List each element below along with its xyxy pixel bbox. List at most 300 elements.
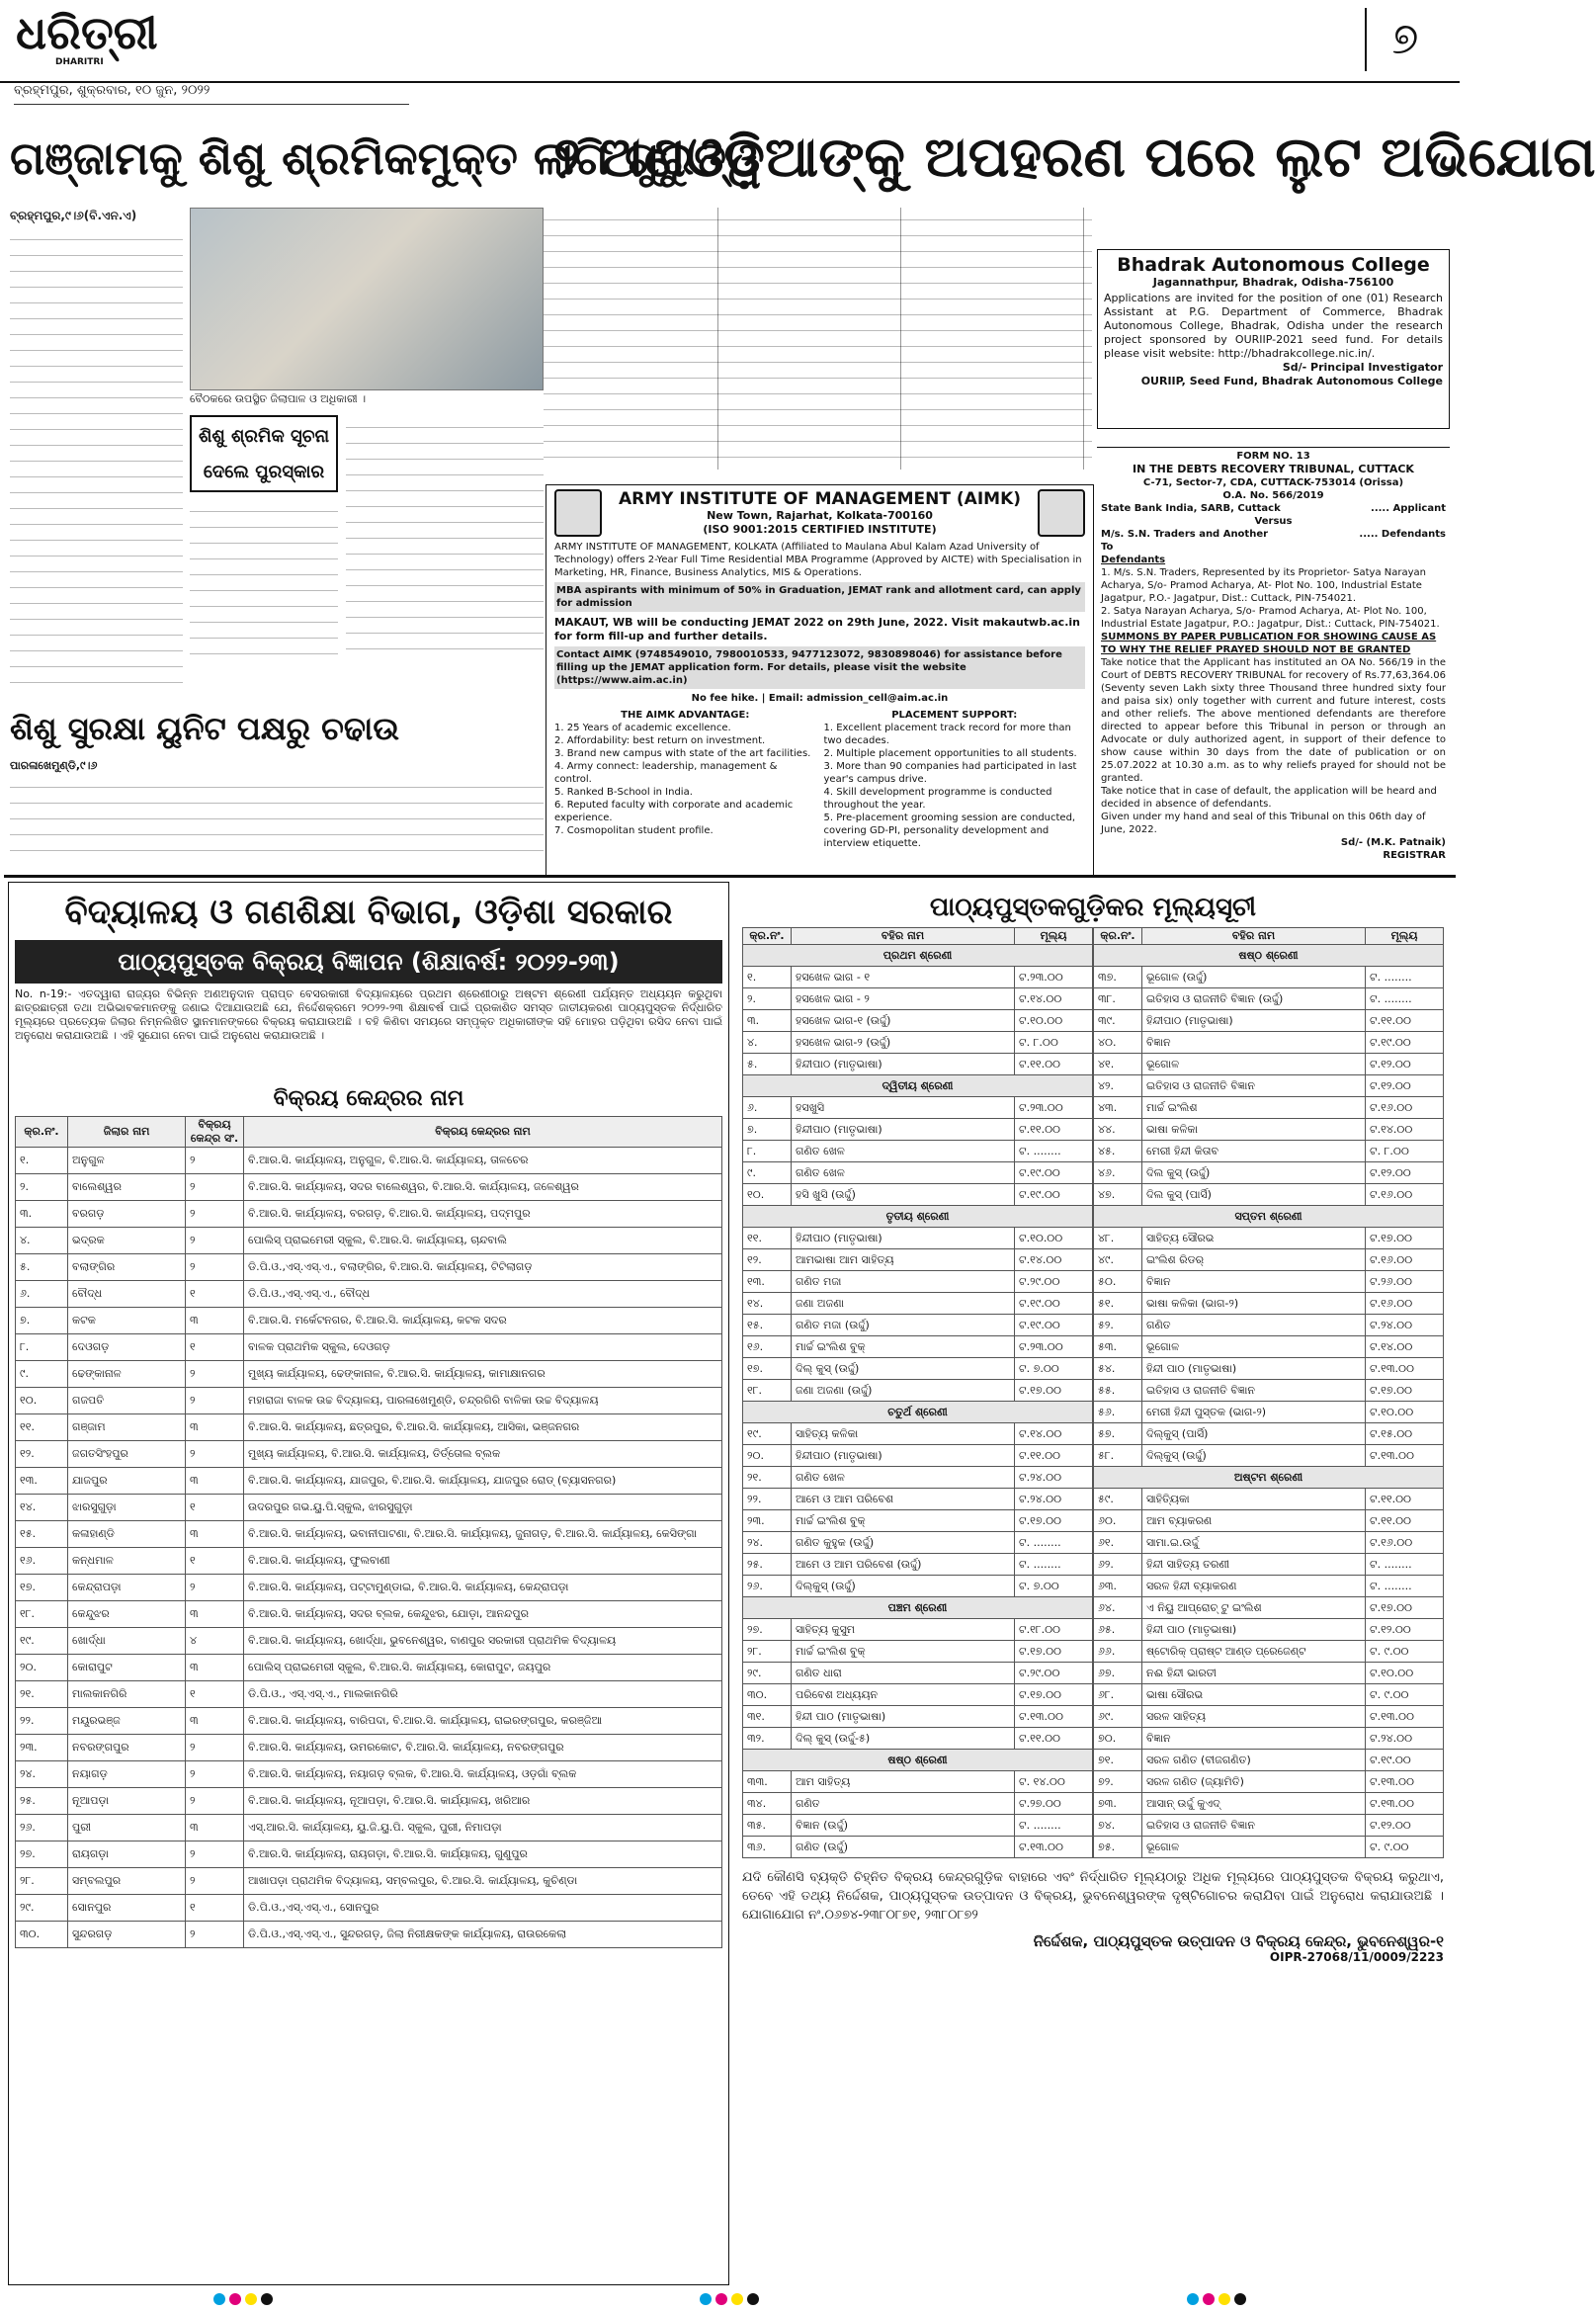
table-cell: ୬୭. <box>1094 1663 1142 1684</box>
table-cell: ୨ <box>186 1841 244 1868</box>
class-section-row <box>1094 945 1444 967</box>
price-row <box>1094 988 1444 1010</box>
table-cell: ସୁନ୍ଦରଗଡ଼ <box>68 1922 186 1948</box>
centre-row <box>16 1308 722 1334</box>
table-cell: ଗଞ୍ଜାମ <box>68 1414 186 1441</box>
price-row <box>743 1097 1093 1119</box>
table-cell: ହିନ୍ଦୀପାଠ (ମାତୃଭାଷା) <box>792 1228 1015 1249</box>
table-cell: ୬୮. <box>1094 1684 1142 1706</box>
table-cell: ୩୨. <box>743 1728 792 1750</box>
story-right <box>544 208 1092 470</box>
centre-row <box>16 1495 722 1521</box>
centre-row <box>16 1708 722 1735</box>
aimk-adv-title: THE AIMK ADVANTAGE: <box>621 710 750 721</box>
table-cell: ଟ. ........ <box>1015 1532 1093 1554</box>
ad-aimk <box>546 484 1094 876</box>
reward-box: ଶିଶୁ ଶ୍ରମିକ ସୂଚନା ଦେଲେ ପୁରସ୍କାର <box>190 415 338 492</box>
table-cell: କେନ୍ଦ୍ରାପଡ଼ା <box>68 1575 186 1601</box>
table-cell: ଟ.୧୪.୦୦ <box>1366 1119 1444 1141</box>
class-section-row <box>1094 1206 1444 1228</box>
table-cell: ୩୩. <box>743 1771 792 1793</box>
table-cell: ଭୂଗୋଳ <box>1142 1336 1366 1358</box>
table-cell: ଜଗତସିଂହପୁର <box>68 1441 186 1468</box>
table-cell: ସାମା.ଇ.ଉର୍ଦ୍ଦୁ <box>1142 1532 1366 1554</box>
table-cell: ବିଜ୍ଞାନ <box>1142 1271 1366 1293</box>
table-cell: ସରଳ ଗଣିତ (ଜ୍ୟାମିତି) <box>1142 1771 1366 1793</box>
table-cell: ଗଣିତ ଖେଳ <box>792 1162 1015 1184</box>
section-divider <box>4 875 1456 878</box>
table-cell: ଇଂଲିଶ ରିଡର୍ <box>1142 1249 1366 1271</box>
table-cell: ୨୦. <box>16 1655 68 1681</box>
table-cell: ବି.ଆର.ସି. କାର୍ଯ୍ୟାଳୟ, ନୟାଗଡ଼ ବ୍ଲକ, ବି.ଆର.ସି. କାର୍ଯ୍ୟାଳୟ, ଓଡ଼ଗାଁ ବ୍ଲକ <box>244 1761 722 1788</box>
table-cell: ହସଖେଳ ଭାଗ - ୨ <box>792 988 1015 1010</box>
drt-form: FORM NO. 13 <box>1236 451 1310 462</box>
aimk-place-title: PLACEMENT SUPPORT: <box>891 710 1018 721</box>
table-cell: ୩ <box>186 1708 244 1735</box>
drt-sig: Sd/- (M.K. Patnaik) <box>1340 837 1446 848</box>
table-cell: ମାର୍ଚ୍ଚ ଇଂଲିଶ ବୁକ୍ <box>792 1641 1015 1663</box>
price-row <box>1094 1771 1444 1793</box>
table-cell: ଟ.୧୩.୦୦ <box>1366 1793 1444 1815</box>
table-cell: ପୋଲିସ୍ ପ୍ରାଇମେରୀ ସ୍କୁଲ, ବି.ଆର.ସି. କାର୍ଯ୍ୟାଳୟ, କୋରାପୁଟ, ଜୟପୁର <box>244 1655 722 1681</box>
table-cell: ଟ.୧୦.୦୦ <box>1015 1228 1093 1249</box>
centre-row <box>16 1788 722 1815</box>
table-cell: ଯାଜପୁର <box>68 1468 186 1495</box>
table-cell: ୧୮. <box>16 1601 68 1628</box>
centres-body <box>16 1148 722 1948</box>
table-cell: ୨୯. <box>16 1895 68 1922</box>
table-cell: ଢେଙ୍କାନାଳ <box>68 1361 186 1388</box>
drt-address: C-71, Sector-7, CDA, CUTTACK-753014 (Orissa) <box>1142 477 1404 488</box>
table-cell: ଇତିହାସ ଓ ରାଜନୀତି ବିଜ୍ଞାନ <box>1142 1075 1366 1097</box>
price-row <box>1094 1010 1444 1032</box>
price-row <box>743 988 1093 1010</box>
notice-banner: ପାଠ୍ୟପୁସ୍ତକ ବିକ୍ରୟ ବିଜ୍ଞାପନ (ଶିକ୍ଷାବର୍ଷ: ୨୦୨୨-୨୩) <box>15 940 722 984</box>
price-row <box>1094 1336 1444 1358</box>
table-cell: ୨୯. <box>743 1663 792 1684</box>
aimk-address: New Town, Rajarhat, Kolkata-700160 <box>707 509 933 522</box>
raid-byline: ପାରଳାଖେମୁଣ୍ଡି,୯।୬ <box>10 759 98 772</box>
story-byline: ବ୍ରହ୍ମପୁର,୯।୬(ବି.ଏନ.ଏ) <box>10 209 137 222</box>
col-header: ବିକ୍ରୟ କେନ୍ଦ୍ର ସଂ. <box>186 1117 244 1148</box>
table-cell: ଟ.୨୪.୦୦ <box>1366 1728 1444 1750</box>
table-cell: ୧୬. <box>16 1548 68 1575</box>
price-row <box>743 1445 1093 1467</box>
table-cell: ୩୪. <box>743 1793 792 1815</box>
price-row <box>1094 1271 1444 1293</box>
table-cell: ଟ. ........ <box>1366 988 1444 1010</box>
price-row <box>743 1271 1093 1293</box>
centre-row <box>16 1388 722 1414</box>
aimk-adv-item: 5. Ranked B-School in India. <box>554 787 693 798</box>
table-cell: ବରଗଡ଼ <box>68 1201 186 1228</box>
table-cell: ଗଣିତ ମଜା <box>792 1271 1015 1293</box>
table-cell: ଟ. ........ <box>1015 1815 1093 1837</box>
oipr-code: OIPR-27068/11/0009/2223 <box>1269 1950 1444 1964</box>
story-text-lines-3 <box>190 499 338 662</box>
aimk-contact: Contact AIMK (9748549010, 7980010533, 9477123072, 9830898046) for assistance before filling up the JEMAT application form. For details, please visit the website (https://www.aim.ac.in) <box>554 646 1085 689</box>
price-row <box>743 967 1093 988</box>
table-cell: ସରଳ ଗଣିତ (ବୀଜଗଣିତ) <box>1142 1750 1366 1771</box>
notice-dept: ବିଦ୍ୟାଳୟ ଓ ଗଣଶିକ୍ଷା ବିଭାଗ, ଓଡ଼ିଶା ସରକାର <box>64 893 673 932</box>
table-cell: ହିନ୍ଦୀପାଠ (ମାତୃଭାଷା) <box>792 1054 1015 1075</box>
table-cell: ଡି.ପି.ଓ., ଏସ୍.ଏସ୍.ଏ., ମାଲକାନଗିରି <box>244 1681 722 1708</box>
price-row <box>1094 1641 1444 1663</box>
table-cell: ଟ. ୯.୦୦ <box>1366 1641 1444 1663</box>
prices-signature: ନିର୍ଦ୍ଦେଶକ, ପାଠ୍ୟପୁସ୍ତକ ଉତ୍ପାଦନ ଓ ବିକ୍ରୟ କେନ୍ଦ୍ର, ଭୁବନେଶ୍ୱର-୧ <box>1033 1932 1444 1950</box>
table-cell: ଟ.୧୩.୦୦ <box>1015 1706 1093 1728</box>
table-cell: ୧. <box>16 1148 68 1174</box>
table-cell: ଟ.୧୯.୦୦ <box>1015 1184 1093 1206</box>
drt-body2: Take notice that in case of default, the application will be heard and decided in absence of defendants. <box>1101 786 1437 810</box>
table-cell: ମୁଖ୍ୟ କାର୍ଯ୍ୟାଳୟ, ଢେଙ୍କାନାଳ, ବି.ଆର.ସି. କାର୍ଯ୍ୟାଳୟ, କାମାକ୍ଷାନଗର <box>244 1361 722 1388</box>
table-cell: ମାର୍ଚ୍ଚ ଇଂଲିଶ ବୁକ୍ <box>792 1336 1015 1358</box>
centre-row <box>16 1815 722 1841</box>
notice-left <box>8 882 729 2285</box>
table-cell: ୧୧. <box>743 1228 792 1249</box>
table-cell: ଟ.୧୯.୦୦ <box>1015 1162 1093 1184</box>
table-cell: ୩୦. <box>16 1922 68 1948</box>
table-cell: ନୂଆପଡ଼ା <box>68 1788 186 1815</box>
table-cell: ସାହିତ୍ୟିକା <box>1142 1489 1366 1510</box>
centres-title: ବିକ୍ରୟ କେନ୍ଦ୍ରର ନାମ <box>273 1086 464 1111</box>
table-cell: ୧୯. <box>16 1628 68 1655</box>
price-row <box>743 1771 1093 1793</box>
table-cell: ୨୧. <box>743 1467 792 1489</box>
table-cell: ଟ.୧୯.୦୦ <box>1015 1293 1093 1315</box>
prices-table-right <box>1093 927 1444 1858</box>
price-row <box>1094 1619 1444 1641</box>
table-cell: ୩୯. <box>1094 1010 1142 1032</box>
table-cell: ୫୯. <box>1094 1489 1142 1510</box>
raid-story <box>10 754 544 863</box>
table-cell: ହିନ୍ଦୀପାଠ (ମାତୃଭାଷା) <box>792 1445 1015 1467</box>
table-cell: ବି.ଆର.ସି. କାର୍ଯ୍ୟାଳୟ, ଅନୁଗୁଳ, ବି.ଆର.ସି. କାର୍ଯ୍ୟାଳୟ, ତାଳଚେର <box>244 1148 722 1174</box>
table-cell: ୭୦. <box>1094 1728 1142 1750</box>
table-cell: ନଈ ହିନ୍ଦୀ ଭାରତୀ <box>1142 1663 1366 1684</box>
table-cell: ୧୩. <box>743 1271 792 1293</box>
table-cell: ୩ <box>186 1308 244 1334</box>
centre-row <box>16 1548 722 1575</box>
table-cell: ଟ.୧୯.୦୦ <box>1366 1032 1444 1054</box>
price-row <box>1094 1249 1444 1271</box>
table-cell: ଟ.୧୪.୦୦ <box>1366 1336 1444 1358</box>
price-row <box>743 1249 1093 1271</box>
table-cell: ହିନ୍ଦୀ ସାହିତ୍ୟ ତରଣୀ <box>1142 1554 1366 1576</box>
price-row <box>743 1489 1093 1510</box>
price-row <box>743 1641 1093 1663</box>
price-row <box>1094 1032 1444 1054</box>
price-row <box>743 1815 1093 1837</box>
table-cell: ଝାରସୁଗୁଡ଼ା <box>68 1495 186 1521</box>
price-row <box>743 1358 1093 1380</box>
table-cell: ବି.ଆର.ସି. କାର୍ଯ୍ୟାଳୟ, ଭବାନୀପାଟଣା, ବି.ଆର.ସି. କାର୍ଯ୍ୟାଳୟ, ଜୁନାଗଡ଼, ବି.ଆର.ସି. କାର୍ଯ୍ୟାଳୟ, କେସିଙ୍ଗା <box>244 1521 722 1548</box>
table-cell: ଟ.୧୦.୦୦ <box>1015 1010 1093 1032</box>
table-cell: ଗଣିତ ଖେଳ <box>792 1141 1015 1162</box>
table-cell: ପୋଲିସ୍ ପ୍ରାଇମେରୀ ସ୍କୁଲ, ବି.ଆର.ସି. କାର୍ଯ୍ୟାଳୟ, ଚାନ୍ଦବାଲି <box>244 1228 722 1254</box>
price-row <box>743 1619 1093 1641</box>
table-cell: ଟ.୨୩.୦୦ <box>1015 967 1093 988</box>
story-left-column <box>10 208 183 707</box>
price-row <box>743 1576 1093 1597</box>
table-cell: ୫. <box>16 1254 68 1281</box>
price-row <box>743 1162 1093 1184</box>
col-header: କ୍ର.ନଂ. <box>1094 928 1142 945</box>
story-text-lines-2 <box>346 415 544 662</box>
price-row <box>1094 1162 1444 1184</box>
table-cell: ସାହିତ୍ୟ କୁସୁମ <box>792 1619 1015 1641</box>
table-cell: ଟ.୧୧.୦୦ <box>1015 1445 1093 1467</box>
table-cell: ୧୫. <box>743 1315 792 1336</box>
table-cell: ଆମେ ଓ ଆମ ପରିବେଶ (ଉର୍ଦ୍ଦୁ) <box>792 1554 1015 1576</box>
table-cell: ବୌଦ୍ଧ <box>68 1281 186 1308</box>
table-cell: ଟ.୧୦.୦୦ <box>1366 1402 1444 1423</box>
table-cell: ୧ <box>186 1681 244 1708</box>
price-row <box>1094 1684 1444 1706</box>
table-cell: ହିନ୍ଦୀ ପାଠ (ମାତୃଭାଷା) <box>792 1706 1015 1728</box>
table-cell: ୨ <box>186 1761 244 1788</box>
table-cell: ୭. <box>16 1308 68 1334</box>
table-cell: ଟ. ୯.୦୦ <box>1366 1684 1444 1706</box>
centre-row <box>16 1655 722 1681</box>
price-row <box>743 1010 1093 1032</box>
table-cell: ଟ. ୯.୦୦ <box>1366 1837 1444 1858</box>
price-row <box>743 1532 1093 1554</box>
meeting-photo <box>190 208 544 390</box>
table-cell: ଇତିହାସ ଓ ରାଜନୀତି ବିଜ୍ଞାନ <box>1142 1815 1366 1837</box>
centre-row <box>16 1575 722 1601</box>
table-cell: ଟ.୧୬.୦୦ <box>1366 1184 1444 1206</box>
table-cell: ୨୦. <box>743 1445 792 1467</box>
price-row <box>743 1728 1093 1750</box>
table-cell: ଇତିହାସ ଓ ରାଜନୀତି ବିଜ୍ଞାନ <box>1142 1380 1366 1402</box>
table-cell: ୩ <box>186 1601 244 1628</box>
aimk-fee: No fee hike. | Email: admission_cell@aim.ac.in <box>691 693 949 704</box>
price-row <box>1094 1510 1444 1532</box>
table-cell: ଟ.୧୩.୦୦ <box>1015 1837 1093 1858</box>
table-cell: ୫୭. <box>1094 1423 1142 1445</box>
table-cell: ସୋନପୁର <box>68 1895 186 1922</box>
table-cell: ୩ <box>186 1468 244 1495</box>
table-cell: ଟ.୧୧.୦୦ <box>1366 1489 1444 1510</box>
table-cell: ୩୦. <box>743 1684 792 1706</box>
table-cell: ୪୩. <box>1094 1097 1142 1119</box>
bhadrak-sig1: Sd/- Principal Investigator <box>1282 361 1443 374</box>
aimk-adv-item: 2. Affordability: best return on investment. <box>554 735 766 746</box>
table-cell: ମାଲକାନଗିରି <box>68 1681 186 1708</box>
col-header: ମୂଲ୍ୟ <box>1015 928 1093 945</box>
aimk-adv-item: 4. Army connect: leadership, management & control. <box>554 761 778 785</box>
table-cell: ୪. <box>743 1032 792 1054</box>
table-cell: ଟ.୧୬.୦୦ <box>1366 1293 1444 1315</box>
table-cell: ୪୦. <box>1094 1032 1142 1054</box>
table-cell: ୧୦. <box>743 1184 792 1206</box>
price-row <box>1094 1141 1444 1162</box>
table-cell: ଟ.୨୪.୦୦ <box>1015 1489 1093 1510</box>
price-row <box>1094 1358 1444 1380</box>
price-row <box>1094 1728 1444 1750</box>
table-cell: ବି.ଆର.ସି. ମର୍କେଟନଗର, ବି.ଆର.ସି. କାର୍ଯ୍ୟାଳୟ, କଟକ ସଦର <box>244 1308 722 1334</box>
drt-defendants-label: ..... Defendants <box>1359 529 1446 540</box>
table-cell: ଟ. ୧୪.୦୦ <box>1015 1771 1093 1793</box>
table-cell: ନବରଙ୍ଗପୁର <box>68 1735 186 1761</box>
centre-row <box>16 1361 722 1388</box>
table-cell: ଟ. ........ <box>1366 1576 1444 1597</box>
table-cell: ବି.ଆର.ସି. କାର୍ଯ୍ୟାଳୟ, ଯାଜପୁର, ବି.ଆର.ସି. କାର୍ଯ୍ୟାଳୟ, ଯାଜପୁର ରୋଡ୍ (ବ୍ୟାସନଗର) <box>244 1468 722 1495</box>
price-row <box>743 1141 1093 1162</box>
table-cell: ୯. <box>743 1162 792 1184</box>
table-cell: ଦିଲ୍କୁସ୍ (ଉର୍ଦ୍ଦୁ) <box>792 1576 1015 1597</box>
price-row <box>743 1837 1093 1858</box>
price-row <box>743 1793 1093 1815</box>
prices-left-body <box>743 945 1093 1858</box>
aimk-adv-item: 7. Cosmopolitan student profile. <box>554 825 714 836</box>
table-cell: ୩ <box>186 1655 244 1681</box>
table-cell: ଦିଲ କୁସ୍ (ପାର୍ସି) <box>1142 1184 1366 1206</box>
table-cell: ୨୬. <box>16 1815 68 1841</box>
table-cell: ଟ.୧୭.୦୦ <box>1015 1684 1093 1706</box>
aimk-place-item: 5. Pre-placement grooming session are conducted, covering GD-PI, personality development and interview etiquette. <box>823 813 1076 849</box>
price-row <box>1094 1554 1444 1576</box>
table-cell: ଟ.୧୧.୦୦ <box>1015 1054 1093 1075</box>
price-row <box>1094 1445 1444 1467</box>
table-cell: ଟ.୧୧.୦୦ <box>1015 1119 1093 1141</box>
bhadrak-address: Jagannathpur, Bhadrak, Odisha-756100 <box>1152 276 1394 289</box>
table-cell: ସାହିତ୍ୟ ସୌରଭ <box>1142 1228 1366 1249</box>
ad-bhadrak <box>1097 249 1450 429</box>
table-cell: ନୟାଗଡ଼ <box>68 1761 186 1788</box>
table-cell: ୨୨. <box>743 1489 792 1510</box>
table-cell: ୩୭. <box>1094 967 1142 988</box>
class-section-row <box>743 945 1093 967</box>
table-cell: ୫୪. <box>1094 1358 1142 1380</box>
table-cell: ସରଳ ହିନ୍ଦୀ ବ୍ୟାକରଣ <box>1142 1576 1366 1597</box>
story-right-text-lines <box>544 208 1092 470</box>
centre-row <box>16 1174 722 1201</box>
price-row <box>743 1467 1093 1489</box>
table-cell: ୨୩. <box>743 1510 792 1532</box>
table-cell: ଭାଷା କଳିକା (ଭାଗ-୨) <box>1142 1293 1366 1315</box>
table-cell: ୬୦. <box>1094 1510 1142 1532</box>
table-cell: ଆମ ବ୍ୟାକରଣ <box>1142 1510 1366 1532</box>
table-cell: ସମ୍ବଲପୁର <box>68 1868 186 1895</box>
table-cell: ୨ <box>186 1201 244 1228</box>
col-header: ବହିର ନାମ <box>1142 928 1366 945</box>
table-cell: ୧ <box>186 1281 244 1308</box>
table-cell: ଏ ନିୟୁ ଆପ୍ରୋଚ୍ ଟୁ ଇଂଲିଶ <box>1142 1597 1366 1619</box>
table-cell: ୨୮. <box>743 1641 792 1663</box>
table-cell: ବିଜ୍ଞାନ (ଉର୍ଦ୍ଦୁ) <box>792 1815 1015 1837</box>
table-cell: ୩. <box>16 1201 68 1228</box>
table-cell: ୨୩. <box>16 1735 68 1761</box>
table-cell: ୧. <box>743 967 792 988</box>
table-cell: ୬୧. <box>1094 1532 1142 1554</box>
prices-header-row <box>1094 928 1444 945</box>
table-cell: ୪୬. <box>1094 1162 1142 1184</box>
table-cell: ଡି.ପି.ଓ.,ଏସ୍.ଏସ୍.ଏ., ବୌଦ୍ଧ <box>244 1281 722 1308</box>
price-row <box>1094 1706 1444 1728</box>
table-cell: ୪ <box>186 1628 244 1655</box>
headline-right: ୨ ଅଣଓଡ଼ିଆଙ୍କୁ ଅପହରଣ ପରେ ଲୁଟ ଅଭିଯୋଗ <box>553 126 1596 190</box>
table-cell: ଟ.୨୪.୦୦ <box>1366 1315 1444 1336</box>
table-cell: ମେରୀ ହିନ୍ଦୀ ପୁସ୍ତକ (ଭାଗ-୨) <box>1142 1402 1366 1423</box>
price-row <box>1094 967 1444 988</box>
aimk-place-item: 3. More than 90 companies had participated in last year's campus drive. <box>823 761 1077 785</box>
table-cell: ୬୯. <box>1094 1706 1142 1728</box>
table-cell: ୮. <box>16 1334 68 1361</box>
table-cell: ବି.ଆର.ସି. କାର୍ଯ୍ୟାଳୟ, ସଦର ବାଲେଶ୍ୱର, ବି.ଆର.ସି. କାର୍ଯ୍ୟାଳୟ, ଜଳେଶ୍ୱର <box>244 1174 722 1201</box>
table-cell: ବି.ଆର.ସି. କାର୍ଯ୍ୟାଳୟ, ଛତ୍ରପୁର, ବି.ଆର.ସି. କାର୍ଯ୍ୟାଳୟ, ଆସିକା, ଭଞ୍ଜନଗର <box>244 1414 722 1441</box>
price-row <box>1094 1075 1444 1097</box>
newspaper-logo <box>16 8 164 67</box>
table-cell: ୫୦. <box>1094 1271 1142 1293</box>
aimk-logo-right <box>1038 489 1085 537</box>
price-row <box>1094 1532 1444 1554</box>
table-cell: ୧୬. <box>743 1336 792 1358</box>
table-cell: ଟ.୧୨.୦୦ <box>1366 1075 1444 1097</box>
table-cell: ୨୭. <box>16 1841 68 1868</box>
table-cell: ୧୩. <box>16 1468 68 1495</box>
table-cell: ୪୨. <box>1094 1075 1142 1097</box>
table-cell: କଟକ <box>68 1308 186 1334</box>
table-cell: ୩୮. <box>1094 988 1142 1010</box>
table-cell: ୧ <box>186 1895 244 1922</box>
table-cell: ମହାରାଜା ବାଳକ ଉଚ୍ଚ ବିଦ୍ୟାଳୟ, ପାରଳାଖେମୁଣ୍ଡି, ଚନ୍ଦ୍ରଗିରି ବାଳିକା ଉଚ୍ଚ ବିଦ୍ୟାଳୟ <box>244 1388 722 1414</box>
table-cell: ୬. <box>743 1097 792 1119</box>
price-row <box>743 1663 1093 1684</box>
dateline: ବ୍ରହ୍ମପୁର, ଶୁକ୍ରବାର, ୧୦ ଜୁନ, ୨୦୨୨ <box>14 83 409 105</box>
table-cell: ହସଖେଳ ଭାଗ-୨ (ଉର୍ଦ୍ଦୁ) <box>792 1032 1015 1054</box>
aimk-title: ARMY INSTITUTE OF MANAGEMENT (AIMK) <box>618 489 1022 509</box>
table-cell: ଟ.୧୮.୦୦ <box>1015 1619 1093 1641</box>
table-cell: ଭୂଗୋଳ (ଉର୍ଦ୍ଦୁ) <box>1142 967 1366 988</box>
table-cell: ଉଦରପୁର ଗଭ.ୟୁ.ପି.ସ୍କୁଲ, ଝାରସୁଗୁଡ଼ା <box>244 1495 722 1521</box>
price-row <box>1094 1119 1444 1141</box>
table-cell: ୨ <box>186 1388 244 1414</box>
table-cell: କୋରାପୁଟ <box>68 1655 186 1681</box>
table-cell: ୭୩. <box>1094 1793 1142 1815</box>
aimk-advantages <box>554 709 816 850</box>
table-cell: ଗଣିତ <box>792 1793 1015 1815</box>
price-row <box>1094 1184 1444 1206</box>
price-row <box>743 1315 1093 1336</box>
centre-row <box>16 1468 722 1495</box>
table-cell: ହିନ୍ଦୀପାଠ (ମାତୃଭାଷା) <box>792 1119 1015 1141</box>
centre-row <box>16 1735 722 1761</box>
table-cell: ୭୧. <box>1094 1750 1142 1771</box>
color-registration-mark <box>698 2290 761 2309</box>
table-cell: ଗଣିତ ଧାରା <box>792 1663 1015 1684</box>
table-cell: ଟ.୧୭.୦୦ <box>1015 1380 1093 1402</box>
drt-def1: 1. M/s. S.N. Traders, Represented by its Proprietor- Satya Narayan Acharya, S/o- Pramod Acharya, At- Plot No. 100, Industrial Estate Jagatpur, P.O.- Jagatpur, Dist.: Cuttack, PIN-754021. <box>1101 567 1426 604</box>
table-cell: ଦିଲ୍କୁସ୍ (ପାର୍ସି) <box>1142 1423 1366 1445</box>
centre-row <box>16 1441 722 1468</box>
class-section-row <box>743 1750 1093 1771</box>
table-cell: ୪. <box>16 1228 68 1254</box>
class-section-label: ଦ୍ୱିତୀୟ ଶ୍ରେଣୀ <box>743 1075 1093 1097</box>
class-section-row <box>743 1075 1093 1097</box>
price-row <box>1094 1293 1444 1315</box>
table-cell: ଟ.୧୯.୦୦ <box>1366 1750 1444 1771</box>
table-cell: ରାୟଗଡ଼ା <box>68 1841 186 1868</box>
table-cell: ୨୪. <box>743 1532 792 1554</box>
price-row <box>1094 1663 1444 1684</box>
class-section-label: ପଞ୍ଚମ ଶ୍ରେଣୀ <box>743 1597 1093 1619</box>
table-cell: ୫୨. <box>1094 1315 1142 1336</box>
centre-row <box>16 1868 722 1895</box>
table-cell: ୬. <box>16 1281 68 1308</box>
color-registration-mark <box>211 2290 275 2309</box>
